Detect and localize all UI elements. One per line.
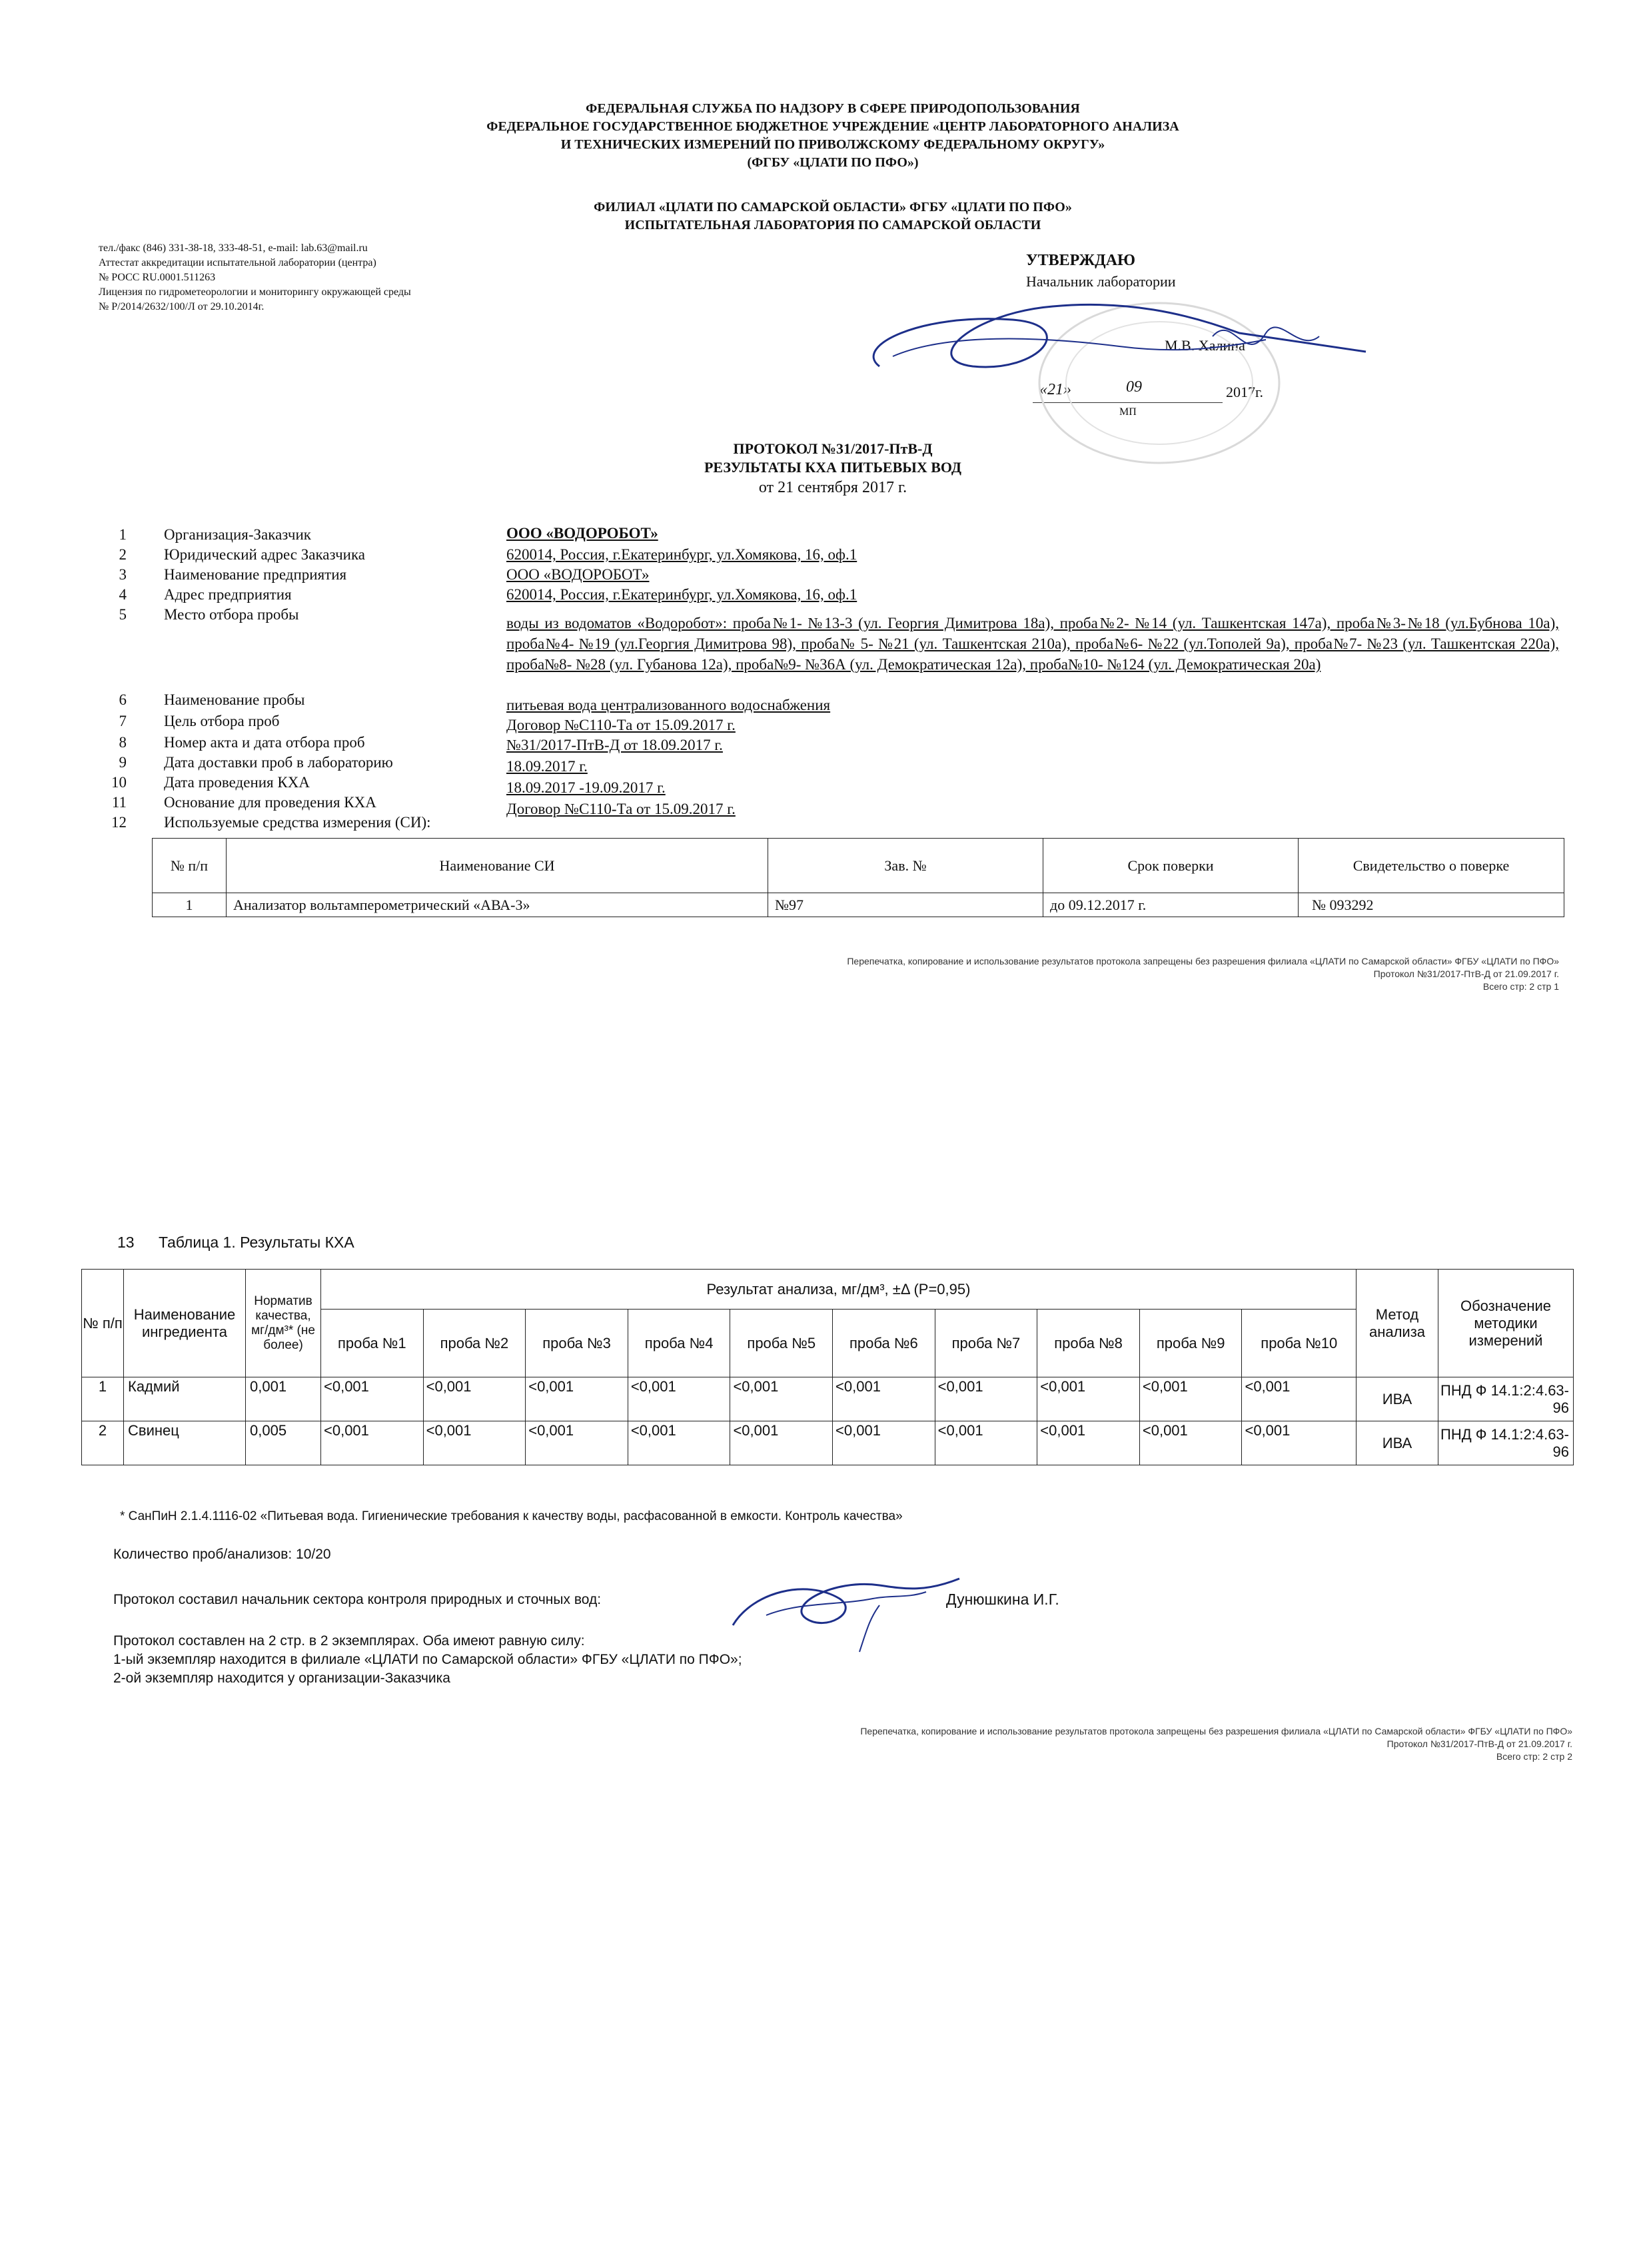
field-value-8: №31/2017-ПтВ-Д от 18.09.2017 г.	[506, 737, 723, 753]
field-row-11	[100, 793, 376, 813]
cell-norm: 0,001	[246, 1377, 321, 1421]
copies-line: 1-ый экземпляр находится в филиале «ЦЛАТИ по Самарской области» ФГБУ «ЦЛАТИ по ПФО»;	[113, 1652, 742, 1667]
field-label: Наименование предприятия	[164, 566, 347, 583]
table1-caption	[117, 1234, 354, 1252]
sample-count: Количество проб/анализов: 10/20	[113, 1547, 331, 1562]
si-table-row	[153, 893, 1564, 917]
sample-header: проба №1	[321, 1310, 424, 1377]
cell-value: <0,001	[526, 1421, 628, 1465]
header-line: (ФГБУ «ЦЛАТИ ПО ПФО»)	[747, 155, 919, 170]
field-value-6: питьевая вода централизованного водоснабжения	[506, 697, 831, 713]
cell-value: <0,001	[730, 1421, 833, 1465]
approval-year: 2017г.	[1226, 384, 1264, 400]
si-table	[152, 838, 1564, 917]
field-label: Наименование пробы	[164, 691, 305, 708]
branch-header	[333, 198, 1333, 234]
sample-header: проба №10	[1242, 1310, 1357, 1377]
col-result: Результат анализа, мг/дм³, ±Δ (Р=0,95)	[321, 1270, 1357, 1310]
protocol-heading	[533, 440, 1133, 498]
field-value-5: воды из водоматов «Водоробот»: проба№1- №13-3 (ул. Георгия Димитрова 18а), проба№2- №14 (ул. Ташкентская 147а), проба№3-№18 (ул.Бубнова 10а), проба№4- №19 (ул.Георгия Димитрова 98), проба№ 5- №21 (ул. Ташкентская 210а), проба№6- №22 (ул.Тополей 9а), проба№7- №23 (ул. Ташкентская 220а), проба№8- №28 (ул. Губанова 12а), проба№9- №36А (ул. Демократическая 12а), проба№10- №124 (ул. Демократическая 20а)	[506, 615, 1559, 673]
field-value-3: ООО «ВОДОРОБОТ»	[506, 566, 650, 583]
field-row-6	[100, 690, 305, 710]
field-row-3	[100, 565, 347, 585]
sample-header: проба №7	[935, 1310, 1037, 1377]
cell-value: <0,001	[730, 1377, 833, 1421]
field-label: Номер акта и дата отбора проб	[164, 734, 365, 751]
field-row-9	[100, 753, 393, 773]
footer-page-2	[466, 1725, 1572, 1763]
contact-line: Лицензия по гидрометеорологии и мониторингу окружающей среды	[99, 286, 411, 298]
cell-value: <0,001	[526, 1377, 628, 1421]
cell-value: <0,001	[321, 1421, 424, 1465]
signature-composer	[726, 1552, 966, 1665]
field-label: Место отбора пробы	[164, 606, 299, 623]
field-label: Дата доставки проб в лабораторию	[164, 754, 393, 771]
field-number: 2	[119, 546, 127, 563]
cell-value: <0,001	[833, 1377, 935, 1421]
cell-value: <0,001	[1242, 1421, 1357, 1465]
cell-num: 1	[82, 1377, 124, 1421]
cell-value: <0,001	[935, 1421, 1037, 1465]
field-number: 9	[119, 754, 127, 771]
col-num: № п/п	[82, 1270, 124, 1377]
sample-header: проба №9	[1139, 1310, 1242, 1377]
composed-by: Протокол составил начальник сектора контроля природных и сточных вод:	[113, 1592, 602, 1607]
field-value-4: 620014, Россия, г.Екатеринбург, ул.Хомякова, 16, оф.1	[506, 586, 857, 603]
contacts-block	[99, 241, 632, 314]
footer-pages: Всего стр: 2 стр 1	[1482, 981, 1559, 992]
field-value-1: ООО «ВОДОРОБОТ»	[506, 525, 658, 542]
field-row-4	[100, 585, 292, 605]
si-cell: №97	[768, 893, 1043, 917]
cell-value: <0,001	[628, 1377, 730, 1421]
field-label: Организация-Заказчик	[164, 526, 311, 543]
field-number: 10	[111, 774, 127, 791]
results-row	[82, 1421, 1574, 1465]
field-row-2	[100, 545, 366, 565]
copies-line: Протокол составлен на 2 стр. в 2 экземплярах. Оба имеют равную силу:	[113, 1633, 585, 1649]
field-number: 5	[119, 606, 127, 623]
sample-header: проба №5	[730, 1310, 833, 1377]
cell-value: <0,001	[1139, 1421, 1242, 1465]
field-number: 4	[119, 586, 127, 603]
protocol-subtitle: РЕЗУЛЬТАТЫ КХА ПИТЬЕВЫХ ВОД	[704, 459, 962, 476]
cell-value: <0,001	[935, 1377, 1037, 1421]
approval-month: 09	[1126, 378, 1142, 396]
col-name: Наименование ингредиента	[124, 1270, 246, 1377]
cell-method: ИВА	[1357, 1377, 1438, 1421]
field-number: 12	[111, 814, 127, 831]
cell-doc: ПНД Ф 14.1:2:4.63-96	[1438, 1421, 1574, 1465]
cell-value: <0,001	[628, 1421, 730, 1465]
contact-line: Аттестат аккредитации испытательной лаборатории (центра)	[99, 257, 376, 268]
approval-day: «21»	[1039, 381, 1071, 398]
si-cell: № 093292	[1299, 893, 1564, 917]
branch-line: ИСПЫТАТЕЛЬНАЯ ЛАБОРАТОРИЯ ПО САМАРСКОЙ ОБЛАСТИ	[624, 218, 1041, 232]
results-table	[81, 1269, 1574, 1465]
field-row-8	[100, 733, 365, 753]
field-value-2: 620014, Россия, г.Екатеринбург, ул.Хомякова, 16, оф.1	[506, 546, 857, 563]
field-value-10: 18.09.2017 -19.09.2017 г.	[506, 779, 666, 796]
footer-notice: Перепечатка, копирование и использование результатов протокола запрещены без разрешения филиала «ЦЛАТИ по Самарской области» ФГБУ «ЦЛАТИ по ПФО»	[847, 956, 1559, 966]
si-col-num: № п/п	[153, 839, 227, 893]
field-value-7: Договор №С110-Та от 15.09.2017 г.	[506, 717, 736, 733]
header-line: ФЕДЕРАЛЬНАЯ СЛУЖБА ПО НАДЗОРУ В СФЕРЕ ПРИРОДОПОЛЬЗОВАНИЯ	[586, 101, 1080, 116]
footer-page-1	[466, 955, 1559, 993]
cell-name: Свинец	[124, 1421, 246, 1465]
field-label: Юридический адрес Заказчика	[164, 546, 366, 563]
contact-line: тел./факс (846) 331-38-18, 333-48-51, e-mail: lab.63@mail.ru	[99, 242, 368, 254]
approval-name: М.В. Халина	[1165, 337, 1245, 354]
field-row-5	[100, 605, 299, 625]
field-label: Основание для проведения КХА	[164, 794, 376, 811]
field-row-10	[100, 773, 310, 793]
cell-doc: ПНД Ф 14.1:2:4.63-96	[1438, 1377, 1574, 1421]
footer-notice: Перепечатка, копирование и использование результатов протокола запрещены без разрешения филиала «ЦЛАТИ по Самарской области» ФГБУ «ЦЛАТИ по ПФО»	[860, 1726, 1572, 1736]
protocol-date: от 21 сентября 2017 г.	[758, 479, 907, 496]
si-col-name: Наименование СИ	[227, 839, 768, 893]
cell-value: <0,001	[321, 1377, 424, 1421]
cell-value: <0,001	[1242, 1377, 1357, 1421]
si-cell: Анализатор вольтамперометрический «АВА-3»	[227, 893, 768, 917]
field-number: 6	[119, 691, 127, 708]
field-number: 3	[119, 566, 127, 583]
header-line: И ТЕХНИЧЕСКИХ ИЗМЕРЕНИЙ ПО ПРИВОЛЖСКОМУ ФЕДЕРАЛЬНОМУ ОКРУГУ»	[560, 137, 1105, 152]
si-col-verification: Срок поверки	[1043, 839, 1299, 893]
approval-title: УТВЕРЖДАЮ	[1026, 252, 1136, 269]
si-col-serial: Зав. №	[768, 839, 1043, 893]
si-cell: 1	[153, 893, 227, 917]
contact-line: № Р/2014/2632/100/Л от 29.10.2014г.	[99, 301, 265, 312]
col-norm: Норматив качества, мг/дм³* (не более)	[246, 1270, 321, 1377]
signature-head	[839, 273, 1372, 393]
cell-value: <0,001	[833, 1421, 935, 1465]
field-label: Используемые средства измерения (СИ):	[164, 814, 431, 831]
branch-line: ФИЛИАЛ «ЦЛАТИ ПО САМАРСКОЙ ОБЛАСТИ» ФГБУ «ЦЛАТИ ПО ПФО»	[594, 200, 1072, 214]
field-row-7	[100, 711, 280, 731]
col-doc: Обозначение методики измерений	[1438, 1270, 1574, 1377]
sample-header: проба №4	[628, 1310, 730, 1377]
field-number: 11	[111, 794, 127, 811]
copies-block	[113, 1632, 742, 1688]
field-label: Адрес предприятия	[164, 586, 292, 603]
header-line: ФЕДЕРАЛЬНОЕ ГОСУДАРСТВЕННОЕ БЮДЖЕТНОЕ УЧРЕЖДЕНИЕ «ЦЕНТР ЛАБОРАТОРНОГО АНАЛИЗА	[486, 119, 1179, 134]
sample-header: проба №3	[526, 1310, 628, 1377]
sample-header: проба №8	[1037, 1310, 1140, 1377]
cell-num: 2	[82, 1421, 124, 1465]
si-cell: до 09.12.2017 г.	[1043, 893, 1299, 917]
protocol-title: ПРОТОКОЛ №31/2017-ПтВ-Д	[733, 440, 933, 457]
si-col-certificate: Свидетельство о поверке	[1299, 839, 1564, 893]
sanpin-note: * СанПиН 2.1.4.1116-02 «Питьевая вода. Гигиенические требования к качеству воды, расфасованной в емкости. Контроль качества»	[120, 1509, 903, 1523]
field-number: 8	[119, 734, 127, 751]
approval-role: Начальник лаборатории	[1026, 273, 1176, 290]
si-table-header	[153, 839, 1564, 893]
results-row	[82, 1377, 1574, 1421]
cell-method: ИВА	[1357, 1421, 1438, 1465]
field-value-11: Договор №С110-Та от 15.09.2017 г.	[506, 801, 736, 817]
results-header-top	[82, 1270, 1574, 1310]
footer-protocol: Протокол №31/2017-ПтВ-Д от 21.09.2017 г.	[1373, 968, 1559, 979]
table1-caption-text: Таблица 1. Результаты КХА	[158, 1234, 354, 1251]
cell-name: Кадмий	[124, 1377, 246, 1421]
field-value-9: 18.09.2017 г.	[506, 758, 588, 775]
table1-caption-number: 13	[117, 1234, 135, 1251]
cell-value: <0,001	[1037, 1377, 1140, 1421]
footer-protocol: Протокол №31/2017-ПтВ-Д от 21.09.2017 г.	[1386, 1738, 1572, 1749]
footer-pages: Всего стр: 2 стр 2	[1496, 1751, 1572, 1762]
field-number: 1	[119, 526, 127, 543]
composer-name: Дунюшкина И.Г.	[946, 1591, 1059, 1608]
sample-header: проба №6	[833, 1310, 935, 1377]
contact-line: № РОСС RU.0001.511263	[99, 272, 216, 283]
sample-header: проба №2	[423, 1310, 526, 1377]
field-row-12	[100, 813, 431, 833]
cell-value: <0,001	[423, 1421, 526, 1465]
field-row-1	[100, 525, 311, 545]
cell-norm: 0,005	[246, 1421, 321, 1465]
field-number: 7	[119, 713, 127, 729]
cell-value: <0,001	[1037, 1421, 1140, 1465]
cell-value: <0,001	[1139, 1377, 1242, 1421]
agency-header	[333, 100, 1333, 172]
col-method: Метод анализа	[1357, 1270, 1438, 1377]
field-label: Цель отбора проб	[164, 713, 280, 729]
stamp-label: МП	[1119, 406, 1137, 418]
cell-value: <0,001	[423, 1377, 526, 1421]
field-label: Дата проведения КХА	[164, 774, 310, 791]
copies-line: 2-ой экземпляр находится у организации-Заказчика	[113, 1671, 450, 1686]
